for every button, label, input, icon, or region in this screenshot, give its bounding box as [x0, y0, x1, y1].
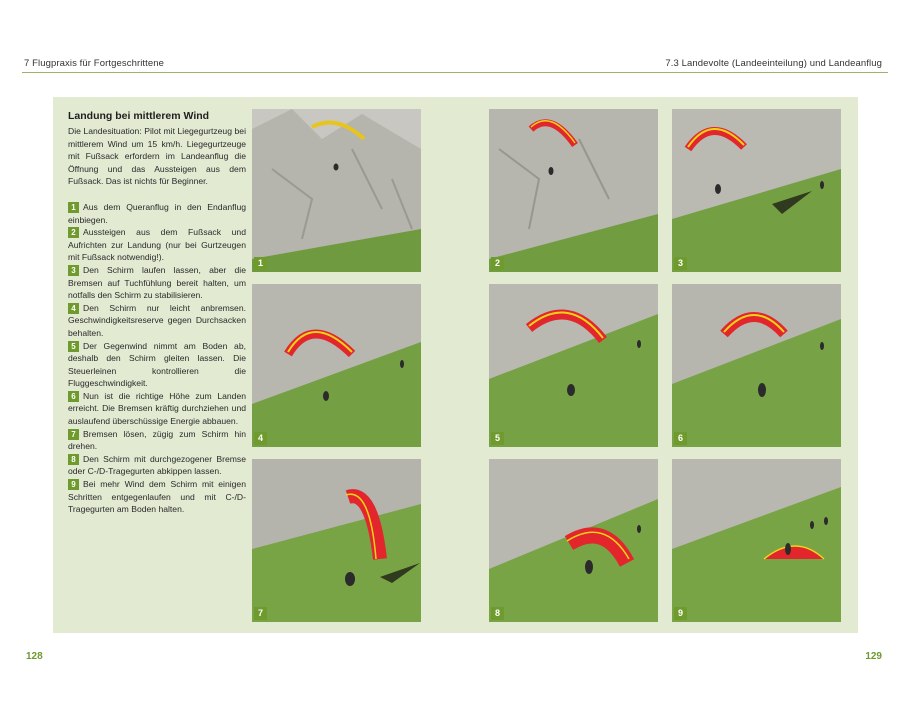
- photo-7: [252, 459, 421, 622]
- photo-badge: 2: [491, 257, 504, 270]
- page-number-left: 128: [26, 651, 43, 662]
- page-number-right: 129: [865, 651, 882, 662]
- photo-2: [489, 109, 658, 272]
- landing-photo-5: [489, 284, 658, 447]
- step-number: 3: [68, 265, 79, 276]
- text-column: [68, 110, 246, 516]
- step-number: 6: [68, 391, 79, 402]
- step-item: [68, 201, 246, 226]
- step-text: Aussteigen aus dem Fußsack und Aufrichten zur Landung (nur bei Gurtzeugen mit Fußsack notwendig!).: [68, 227, 246, 263]
- step-item: [68, 340, 246, 390]
- step-number: 2: [68, 227, 79, 238]
- photo-1: [252, 109, 421, 272]
- step-number: 1: [68, 202, 79, 213]
- landing-photo-1: [252, 109, 421, 272]
- step-number: 4: [68, 303, 79, 314]
- photo-4: [252, 284, 421, 447]
- step-text: Den Schirm nur leicht anbremsen. Geschwindigkeitsreserve gegen Durchsacken behalten.: [68, 302, 246, 338]
- step-text: Aus dem Queranflug in den Endanflug einbiegen.: [68, 201, 246, 225]
- step-text: Den Schirm laufen lassen, aber die Bremsen auf Tuchfühlung bereit halten, um notfalls den Schirm zu stabilisieren.: [68, 264, 246, 301]
- step-number: 7: [68, 429, 79, 440]
- step-item: [68, 453, 246, 478]
- step-number: 5: [68, 341, 79, 352]
- landing-photo-7: [252, 459, 421, 622]
- landing-photo-4: [252, 284, 421, 447]
- intro-paragraph: Die Landesituation: Pilot mit Liegegurtzeug bei mittlerem Wind um 15 km/h. Liegegurtzeuge mit Fußsack erfordern im Landeanflug die Öffnung und das Aussteigen aus dem Fußsack. Das ist nichts für Beginner.: [68, 126, 246, 187]
- section-title: Landung bei mittlerem Wind: [68, 110, 210, 122]
- photo-8: [489, 459, 658, 622]
- running-header-left: 7 Flugpraxis für Fortgeschrittene: [24, 58, 165, 69]
- step-list: [68, 201, 246, 516]
- photo-badge: 9: [674, 607, 687, 620]
- photo-badge: 5: [491, 432, 504, 445]
- step-item: [68, 478, 246, 516]
- step-text: Bremsen lösen, zügig zum Schirm hin drehen.: [68, 428, 246, 452]
- photo-3: [672, 109, 841, 272]
- photo-badge: 6: [674, 432, 687, 445]
- step-item: [68, 226, 246, 264]
- landing-photo-3: [672, 109, 841, 272]
- step-item: [68, 428, 246, 453]
- step-text: Nun ist die richtige Höhe zum Landen erreicht. Die Bremsen kräftig durchziehen und auslaufend überschüssige Energie abbauen.: [68, 390, 246, 427]
- step-number: 8: [68, 454, 79, 465]
- step-text: Bei mehr Wind dem Schirm mit einigen Schritten entgegenlaufen und mit C-/D-Tragegurten am Boden halten.: [68, 479, 246, 515]
- photo-badge: 8: [491, 607, 504, 620]
- landing-photo-6: [672, 284, 841, 447]
- landing-photo-2: [489, 109, 658, 272]
- step-item: [68, 390, 246, 428]
- photo-5: [489, 284, 658, 447]
- step-text: Der Gegenwind nimmt am Boden ab, deshalb den Schirm gleiten lassen. Die Steuerleinen kontrollieren die Fluggeschwindigkeit.: [68, 340, 246, 389]
- landing-photo-9: [672, 459, 841, 622]
- photo-badge: 1: [254, 257, 267, 270]
- step-text: Den Schirm mit durchgezogener Bremse oder C-/D-Tragegurten abkippen lassen.: [68, 453, 246, 477]
- photo-badge: 7: [254, 607, 267, 620]
- photo-6: [672, 284, 841, 447]
- photo-badge: 3: [674, 257, 687, 270]
- step-item: [68, 302, 246, 340]
- header-rule: [22, 72, 888, 73]
- photo-9: [672, 459, 841, 622]
- photo-badge: 4: [254, 432, 267, 445]
- running-header-right: 7.3 Landevolte (Landeeinteilung) und Landeanflug: [665, 58, 882, 69]
- step-number: 9: [68, 479, 79, 490]
- step-item: [68, 264, 246, 302]
- landing-photo-8: [489, 459, 658, 622]
